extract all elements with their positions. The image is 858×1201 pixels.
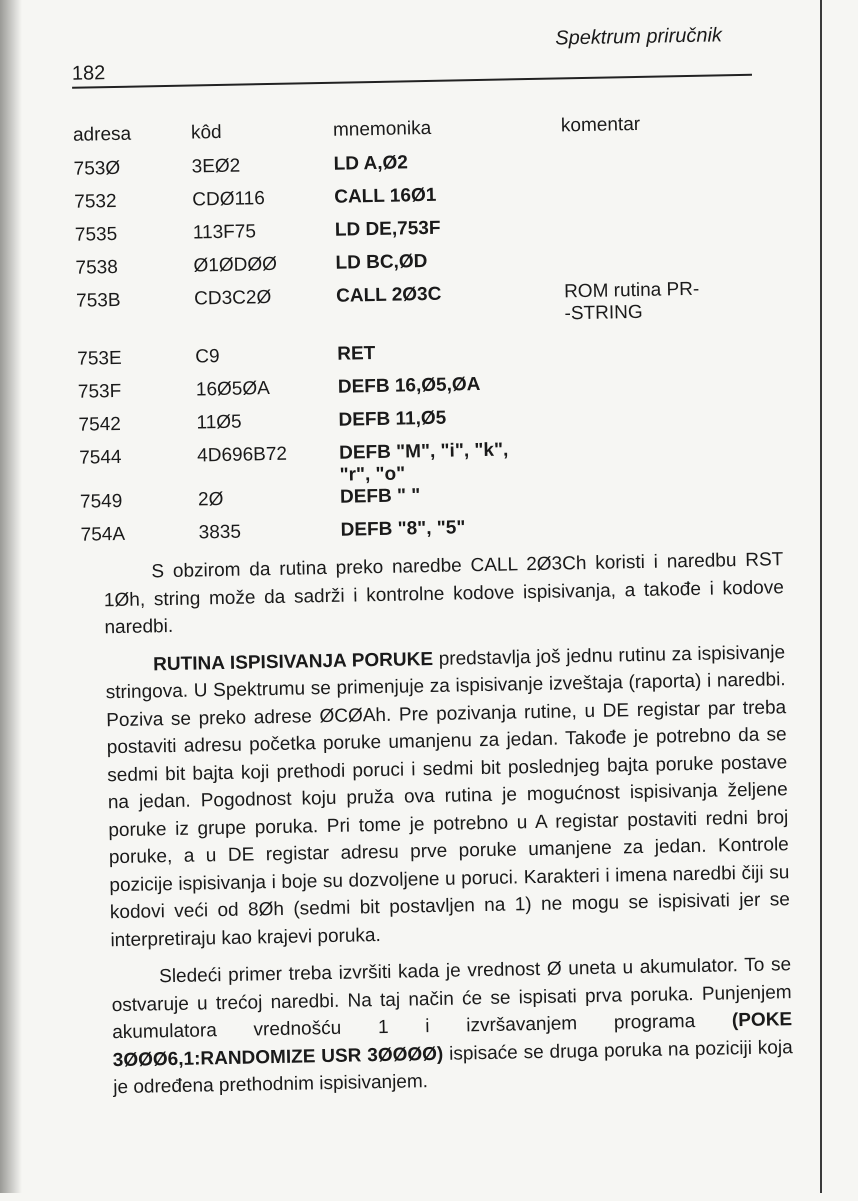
cell-komentar xyxy=(566,369,759,406)
comment-line-1: ROM rutina PR- xyxy=(563,278,700,303)
paragraph-3-text-end: ispisaće se druga poruka na poziciji koja je određena prethodnim ispisivanjem. xyxy=(113,1036,793,1099)
section-heading-inline: RUTINA ISPISIVANJA PORUKE xyxy=(152,648,434,675)
cell-mnemonika: DEFB 16,Ø5,ØA xyxy=(337,373,481,398)
cell-adresa: 753B xyxy=(75,289,121,312)
cell-adresa: 7535 xyxy=(74,223,118,246)
cell-adresa: 753Ø xyxy=(73,157,121,180)
cell-adresa: 7542 xyxy=(78,413,122,436)
cell-kod: CD3C2Ø xyxy=(193,286,272,310)
cell-mnemonika: LD BC,ØD xyxy=(335,250,428,274)
cell-mnemonika: DEFB "8", "5" xyxy=(340,517,466,541)
book-title: Spektrum priručnik xyxy=(555,24,723,50)
cell-komentar xyxy=(568,512,761,549)
paragraph-1: S obzirom da rutina preko naredbe CALL 2Ø3Ch koristi i naredbu RST 1Øh, string može da sadrži i kontrolne kodove ispisivanja, a takođe i kodove naredbi. xyxy=(103,549,785,639)
cell-kod: CDØ116 xyxy=(192,188,265,211)
cell-komentar xyxy=(563,245,756,282)
cell-mnemonika: RET xyxy=(337,343,376,365)
column-header-kod: kôd xyxy=(190,121,222,144)
cell-kod: Ø1ØDØØ xyxy=(193,253,278,277)
column-header-komentar: komentar xyxy=(560,113,641,137)
column-header-adresa: adresa xyxy=(72,123,132,146)
paragraph-3-code: (POKE 3ØØØ6,1:RANDOMIZE USR 3ØØØØ) xyxy=(112,1009,793,1071)
cell-komentar xyxy=(565,336,758,373)
paragraph-2 xyxy=(105,639,791,954)
body-text xyxy=(103,546,793,1111)
cell-adresa: 754A xyxy=(80,523,126,546)
cell-kod: 2Ø xyxy=(197,488,224,511)
cell-mnemonika: LD DE,753F xyxy=(334,217,441,241)
cell-mnemonika xyxy=(339,438,568,486)
cell-adresa: 7549 xyxy=(79,490,123,513)
paragraph-3 xyxy=(111,951,794,1102)
cell-kod: C9 xyxy=(195,345,220,368)
cell-kod: 4D696B72 xyxy=(196,443,288,467)
cell-adresa: 7538 xyxy=(75,256,119,279)
cell-mnemonika: CALL 2Ø3C xyxy=(335,283,442,307)
cell-adresa: 753E xyxy=(77,347,122,370)
cell-mnemonika: DEFB " " xyxy=(339,485,421,508)
cell-kod: 11Ø5 xyxy=(196,411,242,434)
code-table xyxy=(73,112,761,558)
cell-kod: 3835 xyxy=(198,521,242,544)
cell-komentar xyxy=(568,479,761,516)
cell-komentar xyxy=(564,278,757,326)
cell-kod: 113F75 xyxy=(192,221,257,244)
paragraph-2-text: predstavlja još jednu rutinu za ispisivanje stringova. U Spektrumu se primenjuje za ispisivanje izveštaja (raporta) i naredbi. Poziva se preko adrese ØCØAh. Pre pozivanja rutine, u DE registar par treba postaviti adresu početka poruke umanjenu za jedan. Takođe je potrebno da se sedmi bit bajta koji prethodi poruci i sedmi bit poslednjeg bajta poruke postave na jedan. Pogodnost koju pruža ova rutina je mogućnost ispisivanja željene poruke iz grupe poruka. Pri tome je potrebno u A registar postaviti redni broj poruke, a u DE registar adresu prve poruke umanjene za jedan. Kontrole pozicije ispisivanja i boje su dozvoljene u poruci. Karakteri i imena naredbi čiji su kodovi veći od 8Øh (sedmi bit postavljen na 1) ne mogu se ispisivati jer se interpretiraju kao krajevi poruka. xyxy=(105,641,791,951)
page-number: 182 xyxy=(71,62,106,85)
cell-kod: 16Ø5ØA xyxy=(195,378,271,401)
cell-adresa: 7532 xyxy=(74,190,117,213)
cell-kod: 3EØ2 xyxy=(191,155,241,178)
cell-komentar xyxy=(563,212,756,249)
column-header-mnemonika: mnemonika xyxy=(332,117,432,141)
cell-mnemonika: LD A,Ø2 xyxy=(333,152,409,175)
mnemonic-line-1: DEFB "M", "i", "k", xyxy=(338,439,509,464)
paragraph-3-text-start: Sledeći primer treba izvršiti kada je vrednost Ø uneta u akumulator. To se ostvaruje u trećoj naredbi. Na taj način će se ispisati prva poruka. Punjenjem akumulatora vrednošću 1 i izvršavanjem programa xyxy=(111,954,792,1044)
cell-mnemonika: CALL 16Ø1 xyxy=(334,184,437,208)
cell-adresa: 753F xyxy=(77,380,122,403)
header-rule xyxy=(72,74,752,89)
cell-komentar xyxy=(566,402,759,439)
cell-komentar xyxy=(562,179,755,216)
cell-komentar xyxy=(567,435,760,483)
cell-komentar xyxy=(561,146,754,183)
cell-mnemonika: DEFB 11,Ø5 xyxy=(338,407,447,431)
comment-line-2: -STRING xyxy=(564,301,643,325)
mnemonic-line-2: "r", "o" xyxy=(339,463,406,486)
cell-adresa: 7544 xyxy=(79,446,122,469)
